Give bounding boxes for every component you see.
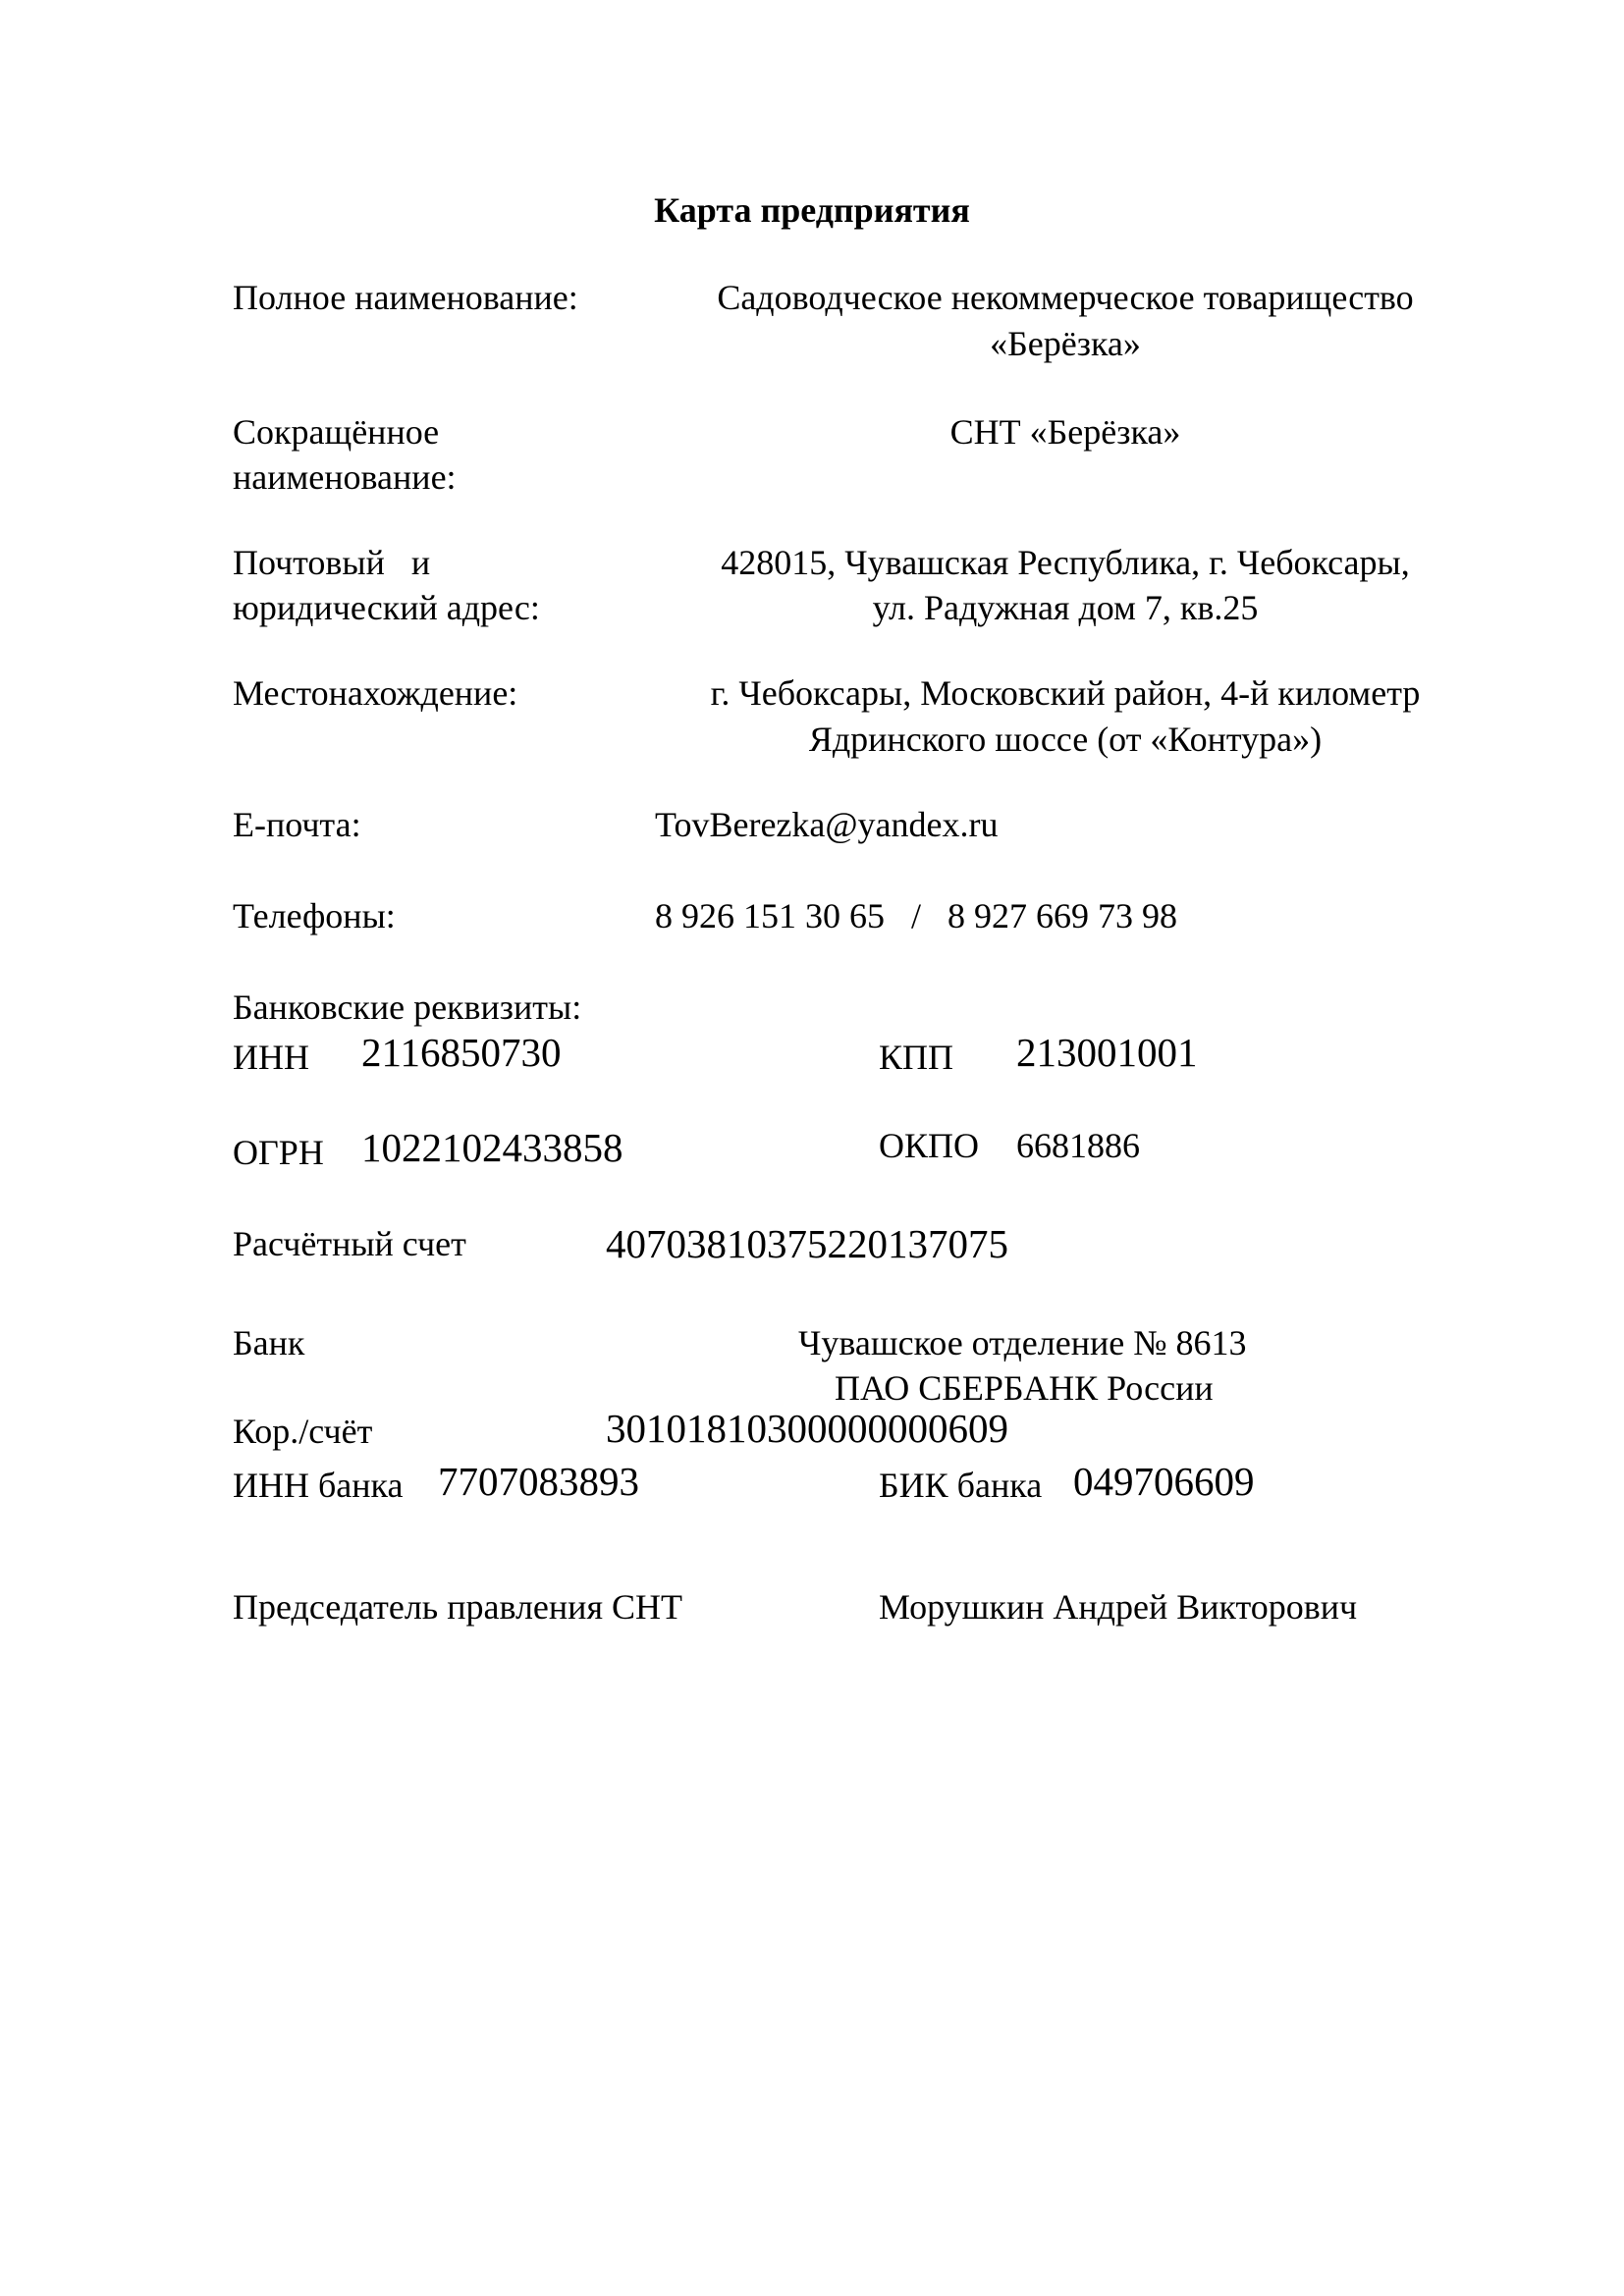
short-name-label-line1: Сокращённое bbox=[233, 412, 440, 452]
bik-value: 049706609 bbox=[1073, 1459, 1255, 1504]
location-label: Местонахождение: bbox=[233, 673, 518, 713]
postal-address-line1: 428015, Чувашская Республика, г. Чебоксары, bbox=[721, 543, 1410, 582]
phones-label: Телефоны: bbox=[233, 896, 396, 935]
phones-value: 8 926 151 30 65 / 8 927 669 73 98 bbox=[655, 896, 1178, 935]
inn-value: 2116850730 bbox=[361, 1030, 562, 1075]
location-line2: Ядринского шоссе (от «Контура») bbox=[808, 720, 1323, 759]
document-title: Карта предприятия bbox=[654, 190, 970, 230]
postal-address-line2: ул. Радужная дом 7, кв.25 bbox=[872, 588, 1259, 627]
postal-address-label-line2: юридический адрес: bbox=[233, 588, 540, 627]
ogrn-value: 1022102433858 bbox=[361, 1125, 623, 1170]
short-name-label-line2: наименование: bbox=[233, 457, 457, 497]
account-label: Расчётный счет bbox=[233, 1224, 466, 1263]
kpp-label: КПП bbox=[879, 1038, 954, 1077]
ogrn-label: ОГРН bbox=[233, 1133, 324, 1172]
bank-details-heading: Банковские реквизиты: bbox=[233, 988, 582, 1027]
chairman-label: Председатель правления СНТ bbox=[233, 1587, 682, 1627]
account-value: 40703810375220137075 bbox=[606, 1221, 1008, 1266]
email-label: Е-почта: bbox=[233, 805, 361, 844]
short-name-value: СНТ «Берёзка» bbox=[949, 412, 1181, 452]
email-value: TovBerezka@yandex.ru bbox=[655, 805, 999, 844]
bank-inn-label: ИНН банка bbox=[233, 1466, 404, 1505]
inn-label: ИНН bbox=[233, 1038, 309, 1077]
full-name-value-line1: Садоводческое некоммерческое товарищество bbox=[717, 278, 1414, 317]
location-line1: г. Чебоксары, Московский район, 4-й километр bbox=[710, 673, 1421, 713]
full-name-label: Полное наименование: bbox=[233, 278, 578, 317]
full-name-value-line2: «Берёзка» bbox=[990, 324, 1141, 363]
corr-account-label: Кор./счёт bbox=[233, 1412, 373, 1451]
okpo-label: ОКПО bbox=[879, 1126, 980, 1165]
postal-address-label-line1: Почтовый и bbox=[233, 543, 431, 582]
kpp-value: 213001001 bbox=[1016, 1030, 1198, 1075]
bank-name-line2: ПАО СБЕРБАНК России bbox=[835, 1368, 1214, 1408]
chairman-name: Морушкин Андрей Викторович bbox=[879, 1587, 1358, 1627]
okpo-value: 6681886 bbox=[1016, 1126, 1140, 1165]
bank-label: Банк bbox=[233, 1323, 305, 1362]
bank-name-line1: Чувашское отделение № 8613 bbox=[798, 1323, 1247, 1362]
bank-inn-value: 7707083893 bbox=[438, 1459, 639, 1504]
bik-label: БИК банка bbox=[879, 1466, 1043, 1505]
corr-account-value: 30101810300000000609 bbox=[606, 1406, 1008, 1451]
